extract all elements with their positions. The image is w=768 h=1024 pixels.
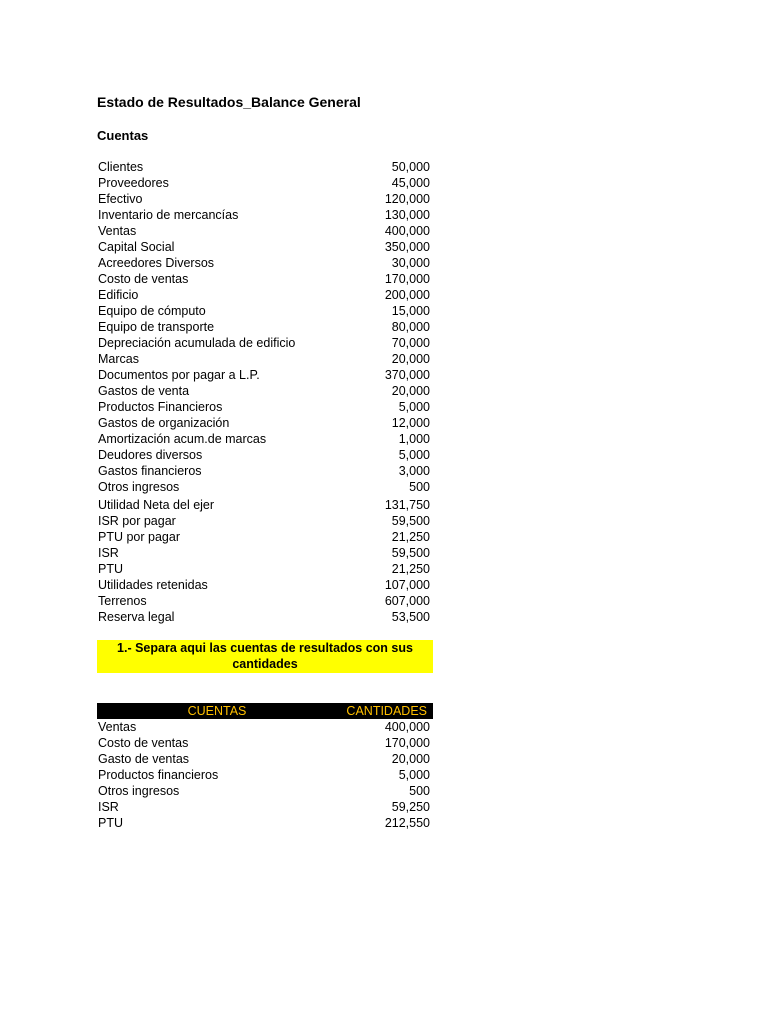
- table-row: [97, 815, 433, 831]
- account-value: 1,000: [398, 432, 430, 446]
- column-header-amounts: CANTIDADES: [346, 704, 427, 718]
- table-cell-amount: 59,250: [391, 800, 430, 814]
- account-label: Costo de ventas: [98, 272, 189, 286]
- account-label: Productos Financieros: [98, 400, 223, 414]
- account-row: [97, 223, 433, 239]
- account-value: 5,000: [398, 448, 430, 462]
- table-cell-account: Productos financieros: [98, 768, 219, 782]
- account-row: [97, 383, 433, 399]
- table-row: [97, 799, 433, 815]
- account-value: 20,000: [391, 352, 430, 366]
- account-label: Marcas: [98, 352, 139, 366]
- account-label: Clientes: [98, 160, 144, 174]
- account-label: ISR por pagar: [98, 514, 176, 528]
- account-value: 350,000: [384, 240, 430, 254]
- account-label: Acreedores Diversos: [98, 256, 215, 270]
- account-label: Equipo de transporte: [98, 320, 215, 334]
- table-row: [97, 719, 433, 735]
- account-label: Depreciación acumulada de edificio: [98, 336, 296, 350]
- table-cell-amount: 400,000: [384, 720, 430, 734]
- account-value: 59,500: [391, 546, 430, 560]
- table-cell-amount: 5,000: [398, 768, 430, 782]
- account-row: [97, 271, 433, 287]
- account-value: 120,000: [384, 192, 430, 206]
- account-value: 12,000: [391, 416, 430, 430]
- account-row: [97, 335, 433, 351]
- table-cell-account: ISR: [98, 800, 119, 814]
- account-row: [97, 287, 433, 303]
- account-row: [97, 447, 433, 463]
- account-value: 130,000: [384, 208, 430, 222]
- account-value: 15,000: [391, 304, 430, 318]
- account-row: [97, 175, 433, 191]
- account-row: [97, 367, 433, 383]
- account-value: 370,000: [384, 368, 430, 382]
- account-value: 80,000: [391, 320, 430, 334]
- account-value: 20,000: [391, 384, 430, 398]
- account-label: Amortización acum.de marcas: [98, 432, 267, 446]
- instruction-note: [97, 640, 433, 673]
- table-row: [97, 767, 433, 783]
- account-value: 21,250: [391, 530, 430, 544]
- account-label: Capital Social: [98, 240, 175, 254]
- account-label: Terrenos: [98, 594, 147, 608]
- accounts-list: [97, 159, 433, 625]
- table-cell-account: Gasto de ventas: [98, 752, 190, 766]
- table-cell-amount: 212,550: [384, 816, 430, 830]
- account-row: [97, 497, 433, 513]
- account-row: [97, 351, 433, 367]
- account-value: 30,000: [391, 256, 430, 270]
- account-value: 131,750: [384, 498, 430, 512]
- results-table: [97, 703, 433, 831]
- account-label: Reserva legal: [98, 610, 175, 624]
- account-label: Deudores diversos: [98, 448, 203, 462]
- account-row: [97, 529, 433, 545]
- account-value: 21,250: [391, 562, 430, 576]
- account-row: [97, 207, 433, 223]
- table-header: [97, 703, 433, 719]
- account-row: [97, 513, 433, 529]
- account-value: 45,000: [391, 176, 430, 190]
- account-label: Inventario de mercancías: [98, 208, 239, 222]
- account-row: [97, 561, 433, 577]
- account-value: 400,000: [384, 224, 430, 238]
- account-value: 500: [409, 480, 430, 494]
- account-value: 107,000: [384, 578, 430, 592]
- account-value: 53,500: [391, 610, 430, 624]
- account-value: 3,000: [398, 464, 430, 478]
- table-cell-account: PTU: [98, 816, 123, 830]
- account-row: [97, 191, 433, 207]
- table-cell-amount: 500: [409, 784, 430, 798]
- account-value: 59,500: [391, 514, 430, 528]
- account-row: [97, 463, 433, 479]
- table-row: [97, 783, 433, 799]
- account-label: Equipo de cómputo: [98, 304, 206, 318]
- account-row: [97, 415, 433, 431]
- section-subtitle: Cuentas: [97, 128, 149, 143]
- page-title: Estado de Resultados_Balance General: [97, 94, 361, 110]
- account-row: [97, 399, 433, 415]
- account-row: [97, 431, 433, 447]
- account-row: [97, 577, 433, 593]
- table-cell-account: Ventas: [98, 720, 137, 734]
- account-label: Utilidad Neta del ejer: [98, 498, 215, 512]
- instruction-line: 1.- Separa aqui las cuentas de resultados con sus: [117, 641, 413, 655]
- account-row: [97, 255, 433, 271]
- account-value: 607,000: [384, 594, 430, 608]
- account-label: Gastos de venta: [98, 384, 190, 398]
- account-row: [97, 239, 433, 255]
- account-label: Gastos financieros: [98, 464, 202, 478]
- account-label: PTU por pagar: [98, 530, 180, 544]
- account-label: PTU: [98, 562, 123, 576]
- account-label: Documentos por pagar a L.P.: [98, 368, 260, 382]
- table-row: [97, 735, 433, 751]
- account-label: Otros ingresos: [98, 480, 180, 494]
- table-cell-account: Costo de ventas: [98, 736, 189, 750]
- table-cell-amount: 170,000: [384, 736, 430, 750]
- account-row: [97, 593, 433, 609]
- instruction-line: cantidades: [232, 657, 298, 671]
- table-cell-account: Otros ingresos: [98, 784, 180, 798]
- account-value: 70,000: [391, 336, 430, 350]
- account-value: 50,000: [391, 160, 430, 174]
- account-row: [97, 159, 433, 175]
- account-value: 170,000: [384, 272, 430, 286]
- account-label: Utilidades retenidas: [98, 578, 208, 592]
- account-row: [97, 303, 433, 319]
- account-row: [97, 545, 433, 561]
- account-row: [97, 609, 433, 625]
- table-row: [97, 751, 433, 767]
- account-label: Gastos de organización: [98, 416, 230, 430]
- account-label: Edificio: [98, 288, 139, 302]
- account-value: 200,000: [384, 288, 430, 302]
- account-label: ISR: [98, 546, 119, 560]
- account-row: [97, 479, 433, 495]
- account-label: Ventas: [98, 224, 137, 238]
- account-value: 5,000: [398, 400, 430, 414]
- table-cell-amount: 20,000: [391, 752, 430, 766]
- account-row: [97, 319, 433, 335]
- account-label: Efectivo: [98, 192, 143, 206]
- account-label: Proveedores: [98, 176, 169, 190]
- column-header-accounts: CUENTAS: [187, 704, 247, 718]
